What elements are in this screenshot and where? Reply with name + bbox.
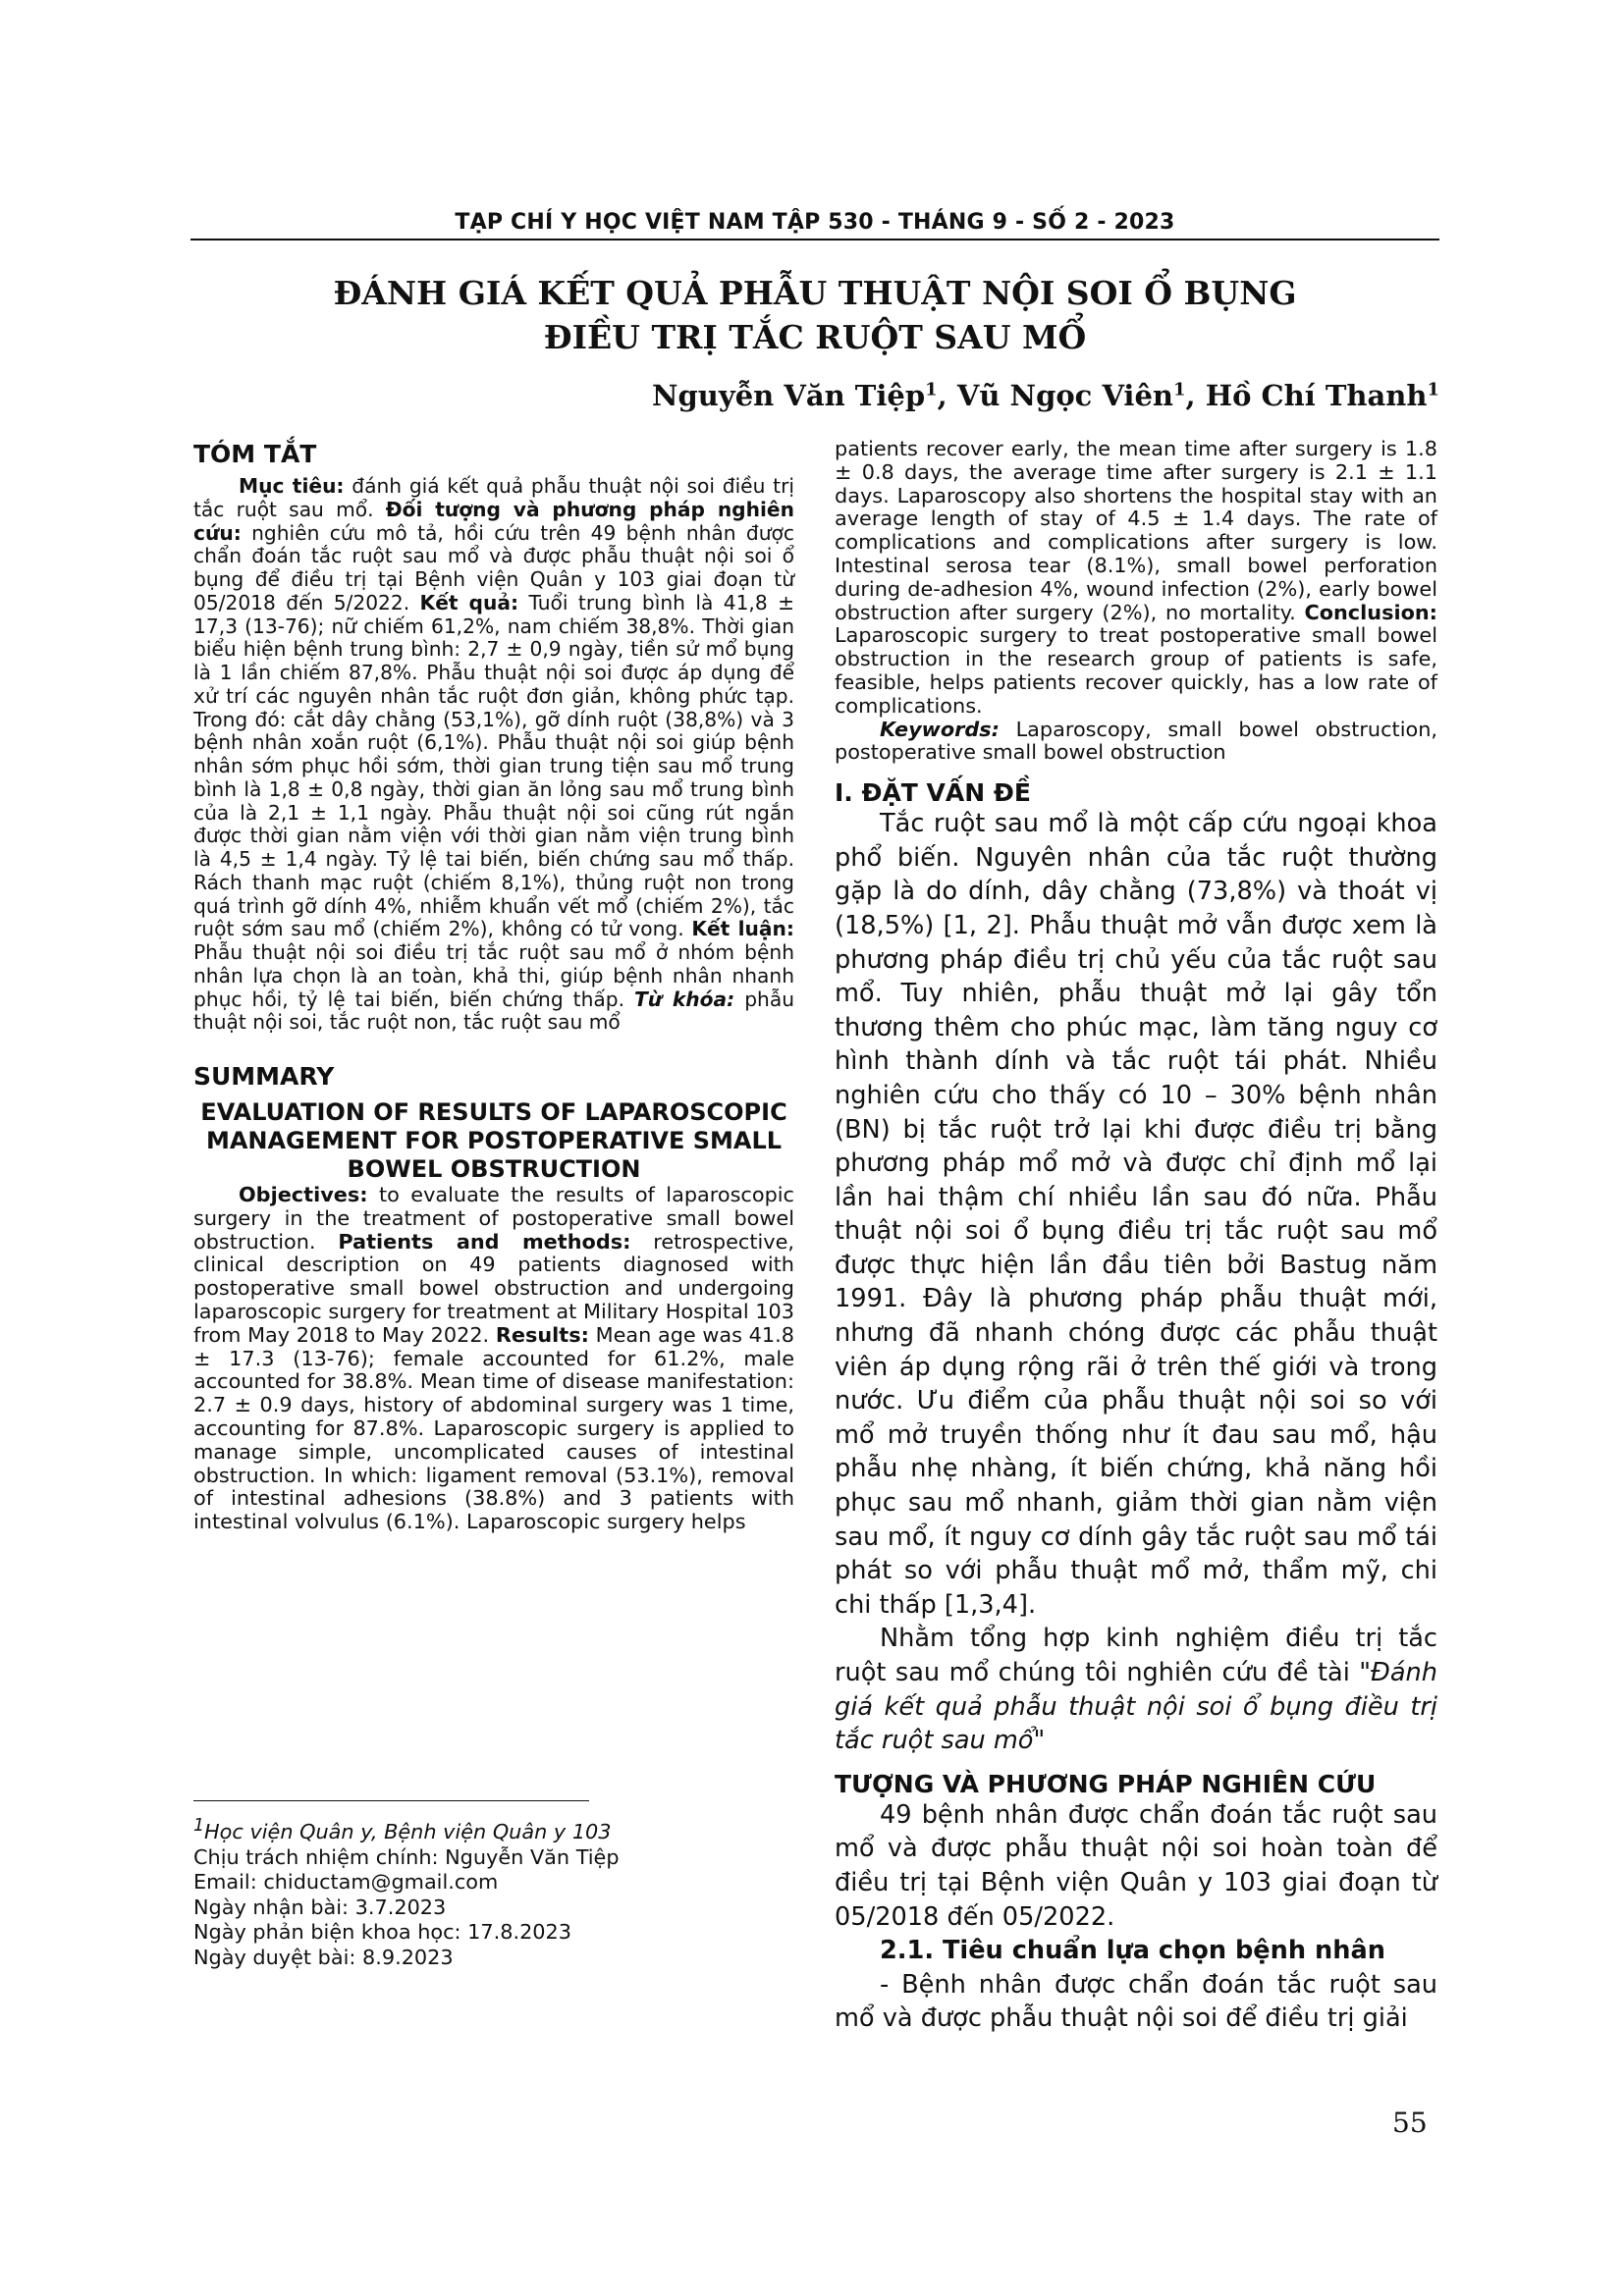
summary-methods-text: retrospective, clinical description on 49 patients diagnosed with postoperative small bowel obstruction and undergoing laparoscopic surgery for treatment at Military Hospital 103 from May 2018 to May 2022.	[193, 1229, 794, 1347]
results-text: Tuổi trung bình là 41,8 ± 17,3 (13-76); nữ chiếm 61,2%, nam chiếm 38,8%. Thời gian biểu hiện bệnh trung bình: 2,7 ± 0,9 ngày, tiền sử mổ bụng là 1 lần chiếm 87,8%. Phẫu thuật nội soi được áp dụng để xử trí các nguyên nhân tắc ruột đơn giản, không phức tạp. Trong đó: cắt dây chằng (53,1%), gỡ dính ruột (38,8%) và 3 bệnh nhân xoắn ruột (6,1%). Phẫu thuật nội soi giúp bệnh nhân sớm phục hồi sớm, thời gian trung tiện sau mổ trung bình là 1,8 ± 0,8 ngày, thời gian ăn lỏng sau mổ trung bình của là 2,1 ± 1,1 ngày. Phẫu thuật nội soi cũng rút ngắn được thời gian nằm viện với thời gian nằm viện trung bình là 4,5 ± 1,4 ngày. Tỷ lệ tai biến, biến chứng sau mổ thấp. Rách thanh mạc ruột (chiếm 8,1%), thủng ruột non trong quá trình gỡ dính 4%, nhiễm khuẩn vết mổ (chiếm 2%), tắc ruột sớm sau mổ (chiếm 2%), không có tử vong.	[193, 590, 794, 941]
results-label: Kết quả:	[419, 590, 519, 614]
author-name: Nguyễn Văn Tiệp	[651, 379, 926, 412]
author-affiliation: 1	[1172, 379, 1186, 400]
section-1-paragraph-1: Tắc ruột sau mổ là một cấp cứu ngoại khoa phổ biến. Nguyên nhân của tắc ruột thường gặp là do dính, dây chằng (73,8%) và thoát vị (18,5%) [1, 2]. Phẫu thuật mở vẫn được xem là phương pháp điều trị chủ yếu của tắc ruột sau mổ. Tuy nhiên, phẫu thuật mở lại gây tổn thương thêm cho phúc mạc, làm tăng nguy cơ hình thành dính và tắc ruột tái phát. Nhiều nghiên cứu cho thấy có 10 – 30% bệnh nhân (BN) bị tắc ruột trở lại khi được điều trị bằng phương pháp mổ mở và được chỉ định mổ lại lần hai thậm chí nhiều lần sau đó nữa. Phẫu thuật nội soi ổ bụng điều trị tắc ruột sau mổ được thực hiện lần đầu tiên bởi Bastug năm 1991. Đây là phương pháp phẫu thuật mới, nhưng đã nhanh chóng được các phẫu thuật viên áp dụng rộng rãi ở trên thế giới và trong nước. Ưu điểm của phẫu thuật nội soi so với mổ mở truyền thống như ít đau sau mổ, hậu phẫu nhẹ nhàng, ít biến chứng, khả năng hồi phục sau mổ nhanh, giảm thời gian nằm viện sau mổ, ít nguy cơ dính gây tắc ruột sau mổ tái phát so với phẫu thuật mổ mở, thẩm mỹ, chi chi thấp [1,3,4].	[835, 809, 1437, 1620]
footnote-received: Ngày nhận bài: 3.7.2023	[193, 1895, 447, 1919]
abstract-vi-heading: TÓM TẮT	[193, 440, 317, 468]
summary-conclusion-label: Conclusion:	[1304, 600, 1437, 624]
summary-keywords	[835, 719, 1437, 766]
title-line-2: ĐIỀU TRỊ TẮC RUỘT SAU MỔ	[543, 318, 1087, 356]
footnote-accepted: Ngày duyệt bài: 8.9.2023	[193, 1945, 454, 1969]
keywords-label: Từ khóa:	[634, 987, 735, 1011]
summary-results-text: Mean age was 41.8 ± 17.3 (13-76); female accounted for 61.2%, male accounted for 38.8%. Mean time of disease manifestation: 2.7 ± 0.9 days, history of abdominal surgery was 1 time, accounting for 87.8%. Laparoscopic surgery is applied to manage simple, uncomplicated causes of intestinal obstruction. In which: ligament removal (53.1%), removal of intestinal adhesions (38.8%) and 3 patients with intestinal volvulus (6.1%). Laparoscopic surgery helps	[193, 1322, 794, 1534]
section-1-paragraph-2	[835, 1622, 1437, 1757]
section-1-heading: I. ĐẶT VẤN ĐỀ	[835, 778, 1031, 808]
author-affiliation: 1	[1427, 379, 1439, 400]
title-line-1: ĐÁNH GIÁ KẾT QUẢ PHẪU THUẬT NỘI SOI Ổ BỤNG	[333, 274, 1297, 312]
footnote-affiliation-mark: 1	[193, 1816, 205, 1836]
summary-objectives-label: Objectives:	[239, 1183, 368, 1206]
journal-header: TẠP CHÍ Y HỌC VIỆT NAM TẬP 530 - THÁNG 9 - SỐ 2 - 2023	[455, 210, 1175, 235]
summary-keywords-label: Keywords:	[880, 717, 1000, 741]
methods-label: Đối tượng và phương pháp nghiên cứu:	[193, 497, 794, 545]
author-separator: ,	[1185, 379, 1206, 412]
conclusion-label: Kết luận:	[691, 917, 795, 941]
author-affiliation: 1	[925, 379, 938, 400]
page-number: 55	[1392, 2107, 1428, 2139]
author-name: Hồ Chí Thanh	[1205, 379, 1428, 412]
section-2-paragraph-2: - Bệnh nhân được chẩn đoán tắc ruột sau mổ và được phẫu thuật nội soi để điều trị giải	[835, 1969, 1437, 2034]
footnote-reviewed: Ngày phản biện khoa học: 17.8.2023	[193, 1920, 572, 1945]
study-title-quote: "Đánh giá kết quả phẫu thuật nội soi ổ bụng điều trị tắc ruột sau mổ"	[835, 1658, 1437, 1756]
conclusion-text: Phẫu thuật nội soi điều trị tắc ruột sau mổ ở nhóm bệnh nhân lựa chọn là an toàn, khả thi, giúp bệnh nhân nhanh phục hồi, tỷ lệ tai biến, biến chứng thấp.	[193, 940, 794, 1011]
summary-title: EVALUATION OF RESULTS OF LAPAROSCOPIC MANAGEMENT FOR POSTOPERATIVE SMALL BOWEL OBSTRUCTION	[200, 1098, 787, 1183]
author-list	[652, 379, 1439, 412]
summary-keywords-text: Laparoscopy, small bowel obstruction, postoperative small bowel obstruction	[835, 717, 1437, 765]
header-rule	[190, 239, 1439, 240]
right-column	[835, 438, 1437, 2036]
section-1-paragraph-2-text: Nhằm tổng hợp kinh nghiệm điều trị tắc ruột sau mổ chúng tôi nghiên cứu đề tài	[835, 1624, 1437, 1687]
section-2-paragraph-1: 49 bệnh nhân được chẩn đoán tắc ruột sau mổ và được phẫu thuật nội soi hoàn toàn để điều trị tại Bệnh viện Quân y 103 giai đoạn từ 05/2018 đến 05/2022.	[835, 1799, 1437, 1932]
objective-label: Mục tiêu:	[239, 474, 345, 498]
summary-objectives-text: to evaluate the results of laparoscopic surgery in the treatment of postoperative small bowel obstruction.	[193, 1183, 794, 1254]
objective-text: đánh giá kết quả phẫu thuật nội soi điều trị tắc ruột sau mổ.	[193, 474, 794, 521]
footnote-email: Email: chiductam@gmail.com	[193, 1870, 499, 1895]
footnotes	[193, 1814, 783, 1970]
footnote-responsible: Chịu trách nhiệm chính: Nguyễn Văn Tiệp	[193, 1844, 620, 1869]
left-column	[193, 440, 794, 1534]
article-title	[190, 271, 1439, 359]
methods-text: nghiên cứu mô tả, hồi cứu trên 49 bệnh nhân được chẩn đoán tắc ruột sau mổ và được phẫu thuật nội soi ổ bụng để điều trị tại Bệnh viện Quân y 103 giai đoạn từ 05/2018 đến 5/2022.	[193, 520, 794, 614]
abstract-vi-text	[193, 475, 794, 1035]
summary-results-label: Results:	[495, 1322, 589, 1347]
footnote-rule	[193, 1800, 589, 1801]
summary-text-continued	[835, 438, 1437, 719]
summary-conclusion-text: Laparoscopic surgery to treat postoperative small bowel obstruction in the research group of patients is safe, feasible, helps patients recover quickly, has a low rate of complications.	[835, 623, 1437, 718]
author-name: Vũ Ngọc Viên	[956, 379, 1173, 412]
section-2-heading: TƯỢNG VÀ PHƯƠNG PHÁP NGHIÊN CỨU	[835, 1769, 1377, 1798]
author-separator: ,	[937, 379, 957, 412]
section-2-1-heading: 2.1. Tiêu chuẩn lựa chọn bệnh nhân	[880, 1936, 1385, 1966]
footnote-affiliation	[193, 1814, 783, 1845]
keywords-text: phẫu thuật nội soi, tắc ruột non, tắc ruột sau mổ	[193, 987, 794, 1035]
summary-text	[193, 1184, 794, 1534]
summary-heading: SUMMARY	[193, 1062, 335, 1091]
summary-methods-label: Patients and methods:	[338, 1229, 631, 1254]
summary-results-continued: patients recover early, the mean time after surgery is 1.8 ± 0.8 days, the average time after surgery is 2.1 ± 1.1 days. Laparoscopy also shortens the hospital stay with an average length of stay of 4.5 ± 1.4 days. The rate of complications and complications after surgery is low. Intestinal serosa tear (8.1%), small bowel perforation during de-adhesion 4%, wound infection (2%), early bowel obstruction after surgery (2%), no mortality.	[835, 437, 1437, 624]
footnote-affiliation-text: Học viện Quân y, Bệnh viện Quân y 103	[204, 1819, 612, 1843]
